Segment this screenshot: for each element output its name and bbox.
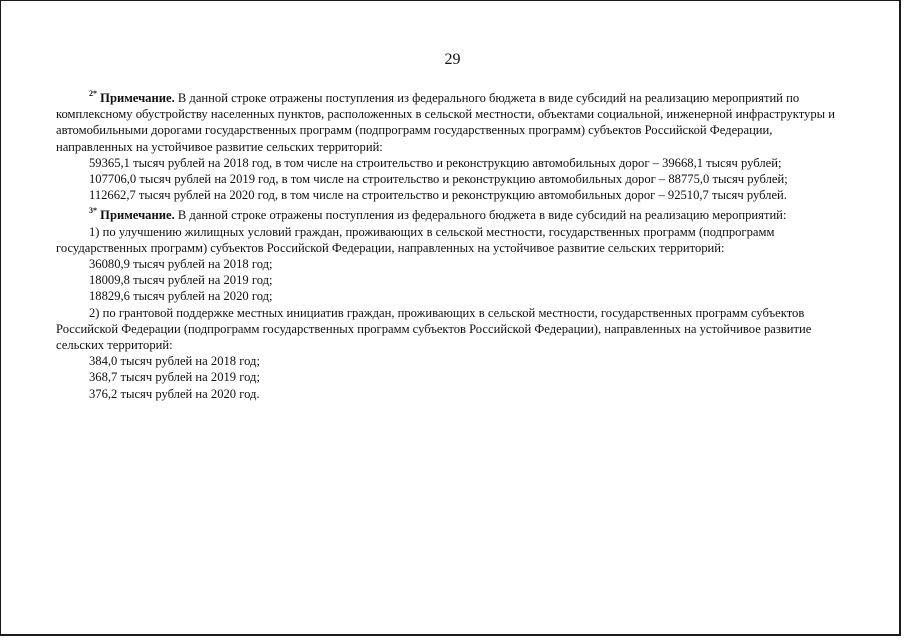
note-3-marker: 3* bbox=[89, 206, 97, 216]
note-3-point-2-item-2018: 384,0 тысяч рублей на 2018 год; bbox=[89, 354, 260, 369]
note-3-intro: В данной строке отражены поступления из федерального бюджета в виде субсидий на реализацию мероприятий: bbox=[174, 208, 787, 223]
note-3-point-1-item-2019: 18009,8 тысяч рублей на 2019 год; bbox=[89, 273, 273, 288]
note-2-marker: 2* bbox=[89, 89, 97, 98]
note-2-item-2018: 59365,1 тысяч рублей на 2018 год, в том числе на строительство и реконструкцию автомобильных дорог – 39668,1 тысяч рублей; bbox=[89, 155, 782, 170]
note-3-heading: Примечание. bbox=[100, 208, 175, 223]
note-3-point-2: 2) по грантовой поддержке местных инициатив граждан, проживающих в сельской местности, государственных программ субъектов Российской Федерации (подпрограмм государственных программ субъектов Российской Федерации), направленных на устойчивое развитие сельских территорий: bbox=[56, 305, 812, 353]
note-2-heading: Примечание. bbox=[100, 91, 175, 105]
note-2-item-2020: 112662,7 тысяч рублей на 2020 год, в том числе на строительство и реконструкцию автомобильных дорог – 92510,7 тысяч рублей. bbox=[89, 188, 787, 203]
note-2-item-2019: 107706,0 тысяч рублей на 2019 год, в том числе на строительство и реконструкцию автомобильных дорог – 88775,0 тысяч рублей; bbox=[89, 172, 788, 187]
note-3-point-1: 1) по улучшению жилищных условий граждан, проживающих в сельской местности, государственных программ (подпрограмм государственных программ) субъектов Российской Федерации, направленных на устойчивое развитие сельских территорий: bbox=[56, 224, 775, 255]
note-2-paragraph bbox=[56, 90, 846, 155]
note-3-paragraph bbox=[56, 207, 846, 223]
note-3-point-2-item-2020: 376,2 тысяч рублей на 2020 год. bbox=[89, 386, 260, 401]
note-3-point-2-item-2019: 368,7 тысяч рублей на 2019 год; bbox=[89, 370, 260, 385]
note-2-intro: В данной строке отражены поступления из федерального бюджета в виде субсидий на реализацию мероприятий по комплексному обустройству населенных пунктов, расположенных в сельской местности, объектами социальной, инженерной инфраструктуры и автомобильными дорогами государственных программ (подпрограмм государственных программ) субъектов Российской Федерации, направленных на устойчивое развитие сельских территорий: bbox=[56, 91, 835, 154]
note-3-point-1-item-2018: 36080,9 тысяч рублей на 2018 год; bbox=[89, 257, 273, 272]
document-body bbox=[56, 90, 846, 402]
note-3-point-1-item-2020: 18829,6 тысяч рублей на 2020 год; bbox=[89, 289, 273, 304]
page-number: 29 bbox=[444, 51, 461, 68]
